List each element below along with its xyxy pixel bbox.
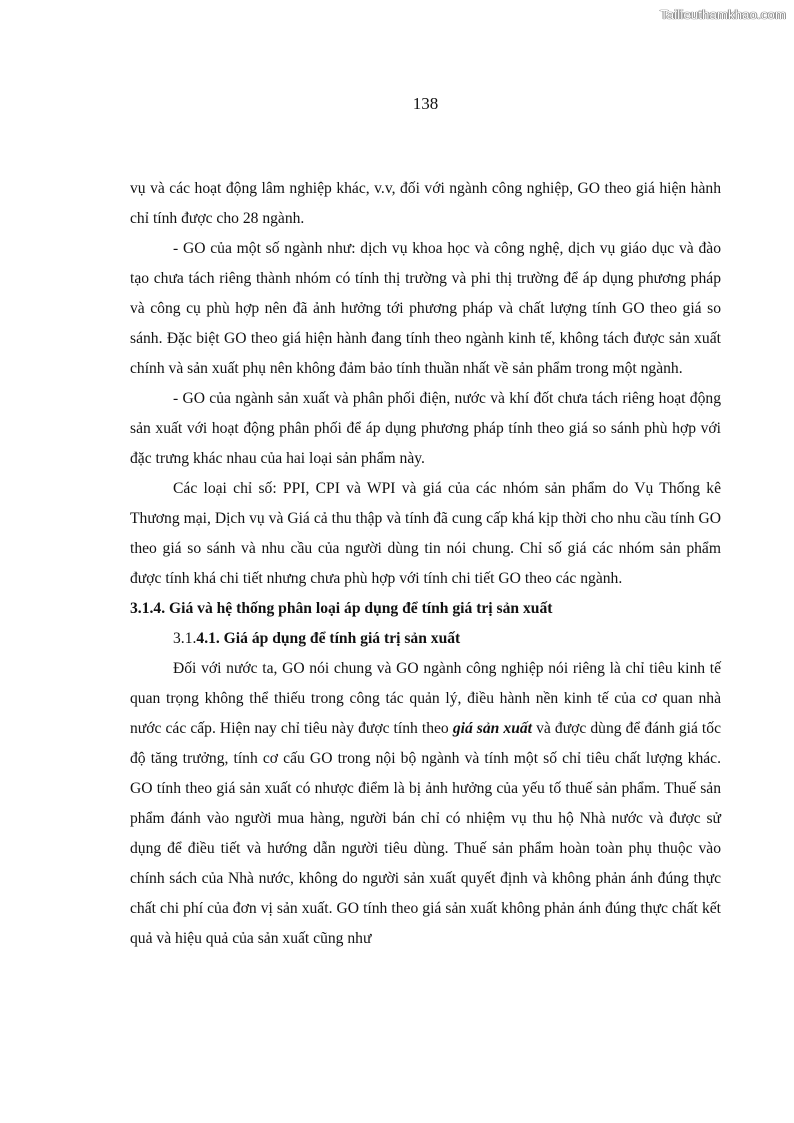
emphasis-term: giá sản xuất <box>452 720 533 737</box>
paragraph-2: - GO của một số ngành như: dịch vụ khoa học và công nghệ, dịch vụ giáo dục và đào tạo chưa tách riêng thành nhóm có tính thị trường và phi thị trường để áp dụng phương pháp và công cụ phù hợp nên đã ảnh hưởng tới phương pháp và chất lượng tính GO theo giá so sánh. Đặc biệt GO theo giá hiện hành đang tính theo ngành kinh tế, không tách được sản xuất chính và sản xuất phụ nên không đảm bảo tính thuần nhất về sản phẩm trong một ngành. <box>130 240 721 377</box>
sub-heading <box>130 624 721 654</box>
section-heading: 3.1.4. Giá và hệ thống phân loại áp dụng để tính giá trị sản xuất <box>130 600 553 617</box>
body-text <box>130 174 721 954</box>
sub-heading-prefix: 3.1. <box>173 630 197 647</box>
paragraph-4: Các loại chỉ số: PPI, CPI và WPI và giá của các nhóm sản phẩm do Vụ Thống kê Thương mại, Dịch vụ và Giá cả thu thập và tính đã cung cấp khá kịp thời cho nhu cầu tính GO theo giá so sánh và nhu cầu của người dùng tin nói chung. Chỉ số giá các nhóm sản phẩm được tính khá chi tiết nhưng chưa phù hợp với tính chi tiết GO theo các ngành. <box>130 480 721 587</box>
paragraph-5 <box>130 654 721 954</box>
sub-heading-title: 4.1. Giá áp dụng để tính giá trị sản xuất <box>196 630 461 647</box>
watermark: Tailieuthamkhao.com <box>660 7 786 22</box>
paragraph-3: - GO của ngành sản xuất và phân phối điện, nước và khí đốt chưa tách riêng hoạt động sản xuất với hoạt động phân phối để áp dụng phương pháp tính theo giá so sánh phù hợp với đặc trưng khác nhau của hai loại sản phẩm này. <box>130 390 721 467</box>
paragraph-1: vụ và các hoạt động lâm nghiệp khác, v.v, đối với ngành công nghiệp, GO theo giá hiện hành chỉ tính được cho 28 ngành. <box>130 180 721 227</box>
paragraph-5-text-after: và được dùng để đánh giá tốc độ tăng trưởng, tính cơ cấu GO trong nội bộ ngành và tính một số chỉ tiêu chất lượng khác. GO tính theo giá sản xuất có nhược điểm là bị ảnh hưởng của yếu tố thuế sản phẩm. Thuế sản phẩm đánh vào người mua hàng, người bán chỉ có nhiệm vụ thu hộ Nhà nước và được sử dụng để điều tiết và hướng dẫn người tiêu dùng. Thuế sản phẩm hoàn toàn phụ thuộc vào chính sách của Nhà nước, không do người sản xuất quyết định và không phản ánh đúng thực chất chi phí của đơn vị sản xuất. GO tính theo giá sản xuất không phản ánh đúng thực chất kết quả và hiệu quả của sản xuất cũng như <box>130 720 721 947</box>
paragraph-5-text-before: Đối với nước ta, GO nói chung và GO ngành công nghiệp nói riêng là chỉ tiêu kinh tế quan trọng không thể thiếu trong công tác quản lý, điều hành nền kinh tế của cơ quan nhà nước các cấp. Hiện nay chỉ tiêu này được tính theo <box>130 660 721 737</box>
page-number: 138 <box>412 94 439 113</box>
